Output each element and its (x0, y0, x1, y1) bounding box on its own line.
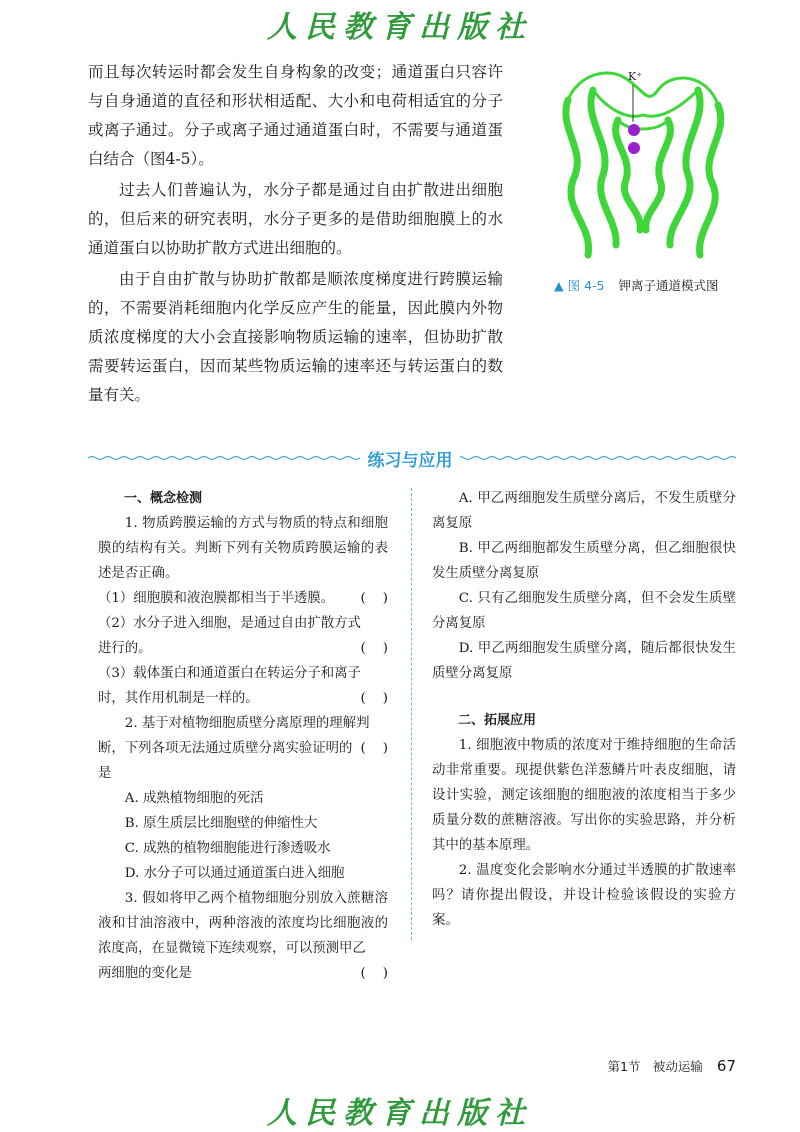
question-3: 3. 假如将甲乙两个植物细胞分别放入蔗糖溶液和甘油溶液中，两种溶液的浓度均比细胞液的浓度高，在显微镜下连续观察，可以预测甲乙 (98, 891, 388, 956)
question-2-option-a: A. 成熟植物细胞的死活 (124, 791, 264, 806)
question-2-option-c: C. 成熟的植物细胞能进行渗透吸水 (124, 841, 331, 856)
question-1-1: （1）细胞膜和液泡膜都相当于半透膜。 ( ) (98, 586, 388, 611)
question-2: 断，下列各项无法通过质壁分离实验证明的是 ( ) (98, 736, 388, 786)
question-1-3: 时，其作用机制是一样的。 ( ) (98, 686, 388, 711)
publisher-watermark-bottom: 人民教育出版社 (267, 1096, 533, 1131)
page-number: 67 (716, 1057, 736, 1075)
question-2-option-b: B. 原生质层比细胞壁的伸缩性大 (124, 816, 318, 831)
question-3-option-d: D. 甲乙两细胞发生质壁分离，随后都很快发生质壁分离复原 (432, 641, 736, 681)
potassium-channel-figure (548, 60, 738, 260)
question-3-option-b: B. 甲乙两细胞都发生质壁分离，但乙细胞很快发生质壁分离复原 (432, 541, 736, 581)
exercise-right-column (432, 486, 736, 933)
question-1: 1. 物质跨膜运输的方式与物质的特点和细胞膜的结构有关。判断下列有关物质跨膜运输的表述是否正确。 (98, 516, 388, 581)
caption-triangle-icon: ▲ (554, 278, 564, 293)
question-2a: 2. 基于对植物细胞质壁分离原理的理解判 (124, 716, 370, 731)
paragraph-1: 而且每次转运时都会发生自身构象的改变；通道蛋白只容许与自身通道的直径和形状相适配、大小和电荷相适宜的分子或离子通过。分子或离子通过通道蛋白时，不需要与通道蛋白结合（图4-5）。 (88, 63, 503, 168)
potassium-ion-2 (628, 142, 640, 154)
potassium-ion-1 (628, 124, 640, 136)
question-1-2a: （2）水分子进入细胞，是通过自由扩散方式 (98, 616, 361, 631)
footer-section: 第1节 被动运输 (607, 1059, 703, 1074)
page-footer (607, 1057, 736, 1075)
question-3-option-a: A. 甲乙两细胞发生质壁分离后，不发生质壁分离复原 (432, 491, 736, 531)
question-2-option-d: D. 水分子可以通过通道蛋白进入细胞 (124, 866, 345, 881)
main-text (88, 58, 503, 412)
answer-paren: ( ) (360, 691, 388, 706)
figure-caption (554, 276, 719, 294)
paragraph-3: 由于自由扩散与协助扩散都是顺浓度梯度进行跨膜运输的，不需要消耗细胞内化学反应产生的能量，因此膜内外物质浓度梯度的大小会直接影响物质运输的速率，但协助扩散需要转运蛋白，因而某些物质运输的速率还与转运蛋白的数量有关。 (88, 270, 503, 404)
answer-paren: ( ) (360, 641, 388, 656)
question-3-option-c: C. 只有乙细胞发生质壁分离，但不会发生质壁分离复原 (432, 591, 736, 631)
publisher-watermark-top: 人民教育出版社 (267, 10, 533, 45)
column-divider (411, 488, 412, 940)
answer-paren: ( ) (360, 741, 388, 756)
heading-concept-check: 一、概念检测 (124, 491, 203, 506)
question-1-3a: （3）载体蛋白和通道蛋白在转运分子和离子 (98, 666, 361, 681)
section-title: 练习与应用 (360, 446, 460, 471)
answer-paren: ( ) (360, 966, 388, 981)
paragraph-2: 过去人们普遍认为，水分子都是通过自由扩散进出细胞的，但后来的研究表明，水分子更多的是借助细胞膜上的水通道蛋白以协助扩散方式进出细胞的。 (88, 181, 503, 257)
question-3-end: 两细胞的变化是 ( ) (98, 961, 388, 986)
ion-label: K⁺ (628, 70, 643, 83)
figure-caption-text: 钾离子通道模式图 (618, 278, 719, 293)
exercise-left-column (98, 486, 388, 986)
answer-paren: ( ) (360, 591, 388, 606)
question-1-2: 进行的。 ( ) (98, 636, 388, 661)
figure-number: 图 4-5 (567, 278, 605, 293)
extension-2: 2. 温度变化会影响水分通过半透膜的扩散速率吗？请你提出假设，并设计检验该假设的实验方案。 (432, 863, 736, 928)
extension-1: 1. 细胞液中物质的浓度对于维持细胞的生命活动非常重要。现提供紫色洋葱鳞片叶表皮细胞，请设计实验，测定该细胞的细胞液的浓度相当于多少质量分数的蔗糖溶液。写出你的实验思路，并分析其中的基本原理。 (432, 738, 736, 853)
heading-extended-application: 二、拓展应用 (458, 713, 537, 728)
